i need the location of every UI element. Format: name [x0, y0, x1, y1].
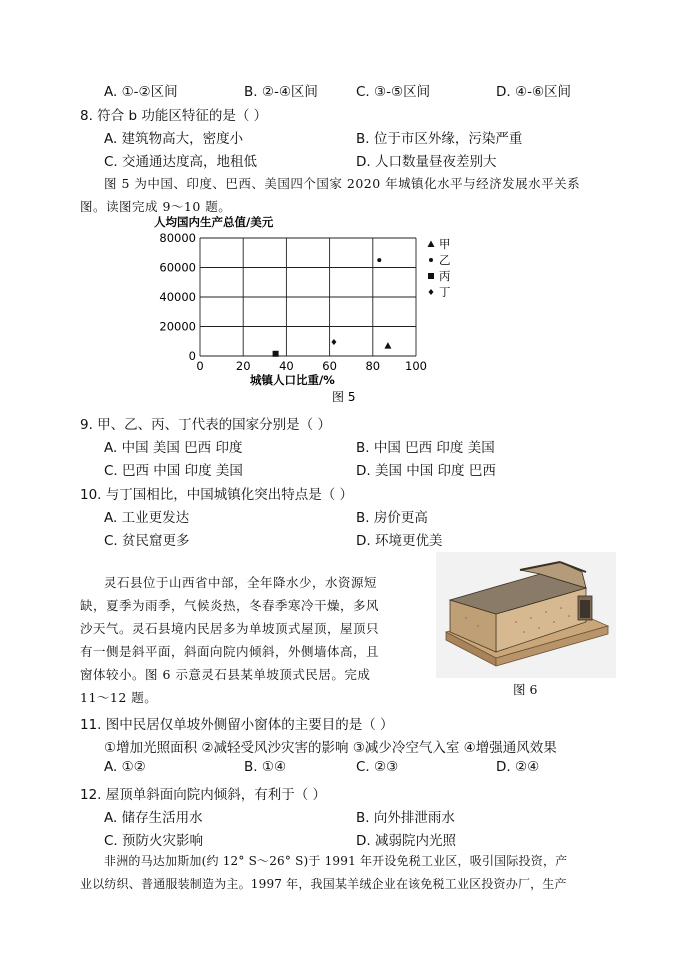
q10-option-c: C. 贫民窟更多: [104, 533, 190, 549]
chart-y-ticks: [159, 231, 196, 363]
q7-option-c: C. ③-⑤区间: [356, 84, 431, 100]
legend-label: 甲: [439, 237, 451, 251]
chart-ylabel: 人均国内生产总值/美元: [154, 215, 274, 229]
legend-marker: [429, 258, 433, 262]
intro2-line4: 有一侧是斜平面，斜面向院内倾斜，外侧墙体高，且: [80, 644, 380, 659]
q10-stem: 10. 与丁国相比，中国城镇化突出特点是（ ）: [80, 487, 354, 503]
legend-marker: [428, 273, 434, 279]
q8-stem: 8. 符合 b 功能区特征的是（ ）: [80, 108, 268, 124]
chart-x-ticks: [196, 359, 427, 373]
intro1-line2: 图。读图完成 9～10 题。: [80, 199, 232, 214]
x-tick-label: 80: [365, 359, 381, 373]
intro2-line5: 窗体较小。图 6 示意灵石县某单坡顶式民居。完成: [80, 667, 371, 682]
data-point: [377, 258, 381, 262]
figure6-caption: 图 6: [513, 682, 538, 697]
q12-option-a: A. 储存生活用水: [104, 810, 203, 826]
x-tick-label: 20: [235, 359, 251, 373]
q10-option-b: B. 房价更高: [356, 510, 428, 526]
q11-option-c: C. ②③: [356, 759, 399, 775]
legend-label: 丙: [439, 269, 451, 283]
chart-points: [273, 258, 392, 357]
y-tick-label: 0: [188, 349, 196, 363]
legend-label: 乙: [439, 253, 451, 267]
q8-option-b: B. 位于市区外缘，污染严重: [356, 131, 523, 147]
intro2-line1: 灵石县位于山西省中部，全年降水少，水资源短: [104, 575, 378, 590]
chart-caption: 图 5: [332, 390, 356, 404]
y-tick-label: 60000: [159, 260, 196, 275]
chart-legend: [428, 237, 452, 299]
x-tick-label: 40: [279, 359, 294, 373]
intro3-line2: 业以纺织、普通服装制造为主。1997 年，我国某羊绒企业在该免税工业区投资办厂，生产: [80, 877, 567, 891]
figure6-house-illustration: [436, 552, 616, 678]
x-tick-label: 100: [405, 359, 427, 373]
q11-option-d: D. ②④: [496, 759, 540, 775]
figure5-scatter-chart: [150, 214, 470, 406]
chart-grid: [200, 238, 416, 356]
q9-option-c: C. 巴西 中国 印度 美国: [104, 463, 243, 479]
q9-option-a: A. 中国 美国 巴西 印度: [104, 440, 243, 456]
q7-option-b: B. ②-④区间: [244, 84, 318, 100]
legend-marker: [429, 289, 434, 295]
q7-option-a: A. ①-②区间: [104, 84, 178, 100]
y-tick-label: 20000: [159, 319, 196, 334]
legend-label: 丁: [439, 285, 451, 299]
data-point: [331, 339, 336, 345]
chart-xlabel: 城镇人口比重/%: [250, 373, 335, 387]
q8-option-c: C. 交通通达度高，地租低: [104, 154, 258, 170]
q12-stem: 12. 屋顶单斜面向院内倾斜，有利于（ ）: [80, 787, 327, 803]
q8-option-d: D. 人口数量昼夜差别大: [356, 154, 497, 170]
q9-option-b: B. 中国 巴西 印度 美国: [356, 440, 495, 456]
intro2-line2: 缺，夏季为雨季，气候炎热，冬春季寒冷干燥，多风: [80, 598, 380, 613]
q9-option-d: D. 美国 中国 印度 巴西: [356, 463, 496, 479]
legend-marker: [428, 241, 435, 248]
q8-option-a: A. 建筑物高大，密度小: [104, 131, 244, 147]
data-point: [273, 351, 279, 357]
q7-option-d: D. ④-⑥区间: [496, 84, 572, 100]
q12-option-c: C. 预防火灾影响: [104, 833, 204, 849]
q11-items: ①增加光照面积 ②减轻受风沙灾害的影响 ③减少冷空气入室 ④增强通风效果: [104, 740, 557, 756]
q10-option-a: A. 工业更发达: [104, 510, 190, 526]
q12-option-b: B. 向外排泄雨水: [356, 810, 455, 826]
intro2-line3: 沙天气。灵石县境内民居多为单坡顶式屋顶，屋顶只: [80, 621, 380, 636]
q11-option-a: A. ①②: [104, 759, 146, 775]
y-tick-label: 40000: [159, 290, 196, 304]
data-point: [384, 342, 391, 349]
q12-option-d: D. 减弱院内光照: [356, 833, 456, 849]
x-tick-label: 0: [196, 359, 204, 373]
y-tick-label: 80000: [159, 231, 196, 245]
intro1-line1: 图 5 为中国、印度、巴西、美国四个国家 2020 年城镇化水平与经济发展水平关系: [104, 176, 581, 191]
q10-option-d: D. 环境更优美: [356, 533, 443, 549]
intro3-line1: 非洲的马达加斯加(约 12° S～26° S)于 1991 年开设免税工业区，吸引国际投资，产: [104, 854, 568, 868]
intro2-line6: 11～12 题。: [80, 690, 158, 705]
x-tick-label: 60: [322, 359, 337, 373]
q9-stem: 9. 甲、乙、丙、丁代表的国家分别是（ ）: [80, 417, 331, 433]
q11-stem: 11. 图中民居仅单坡外侧留小窗体的主要目的是（ ）: [80, 717, 394, 733]
q11-option-b: B. ①④: [244, 759, 287, 775]
